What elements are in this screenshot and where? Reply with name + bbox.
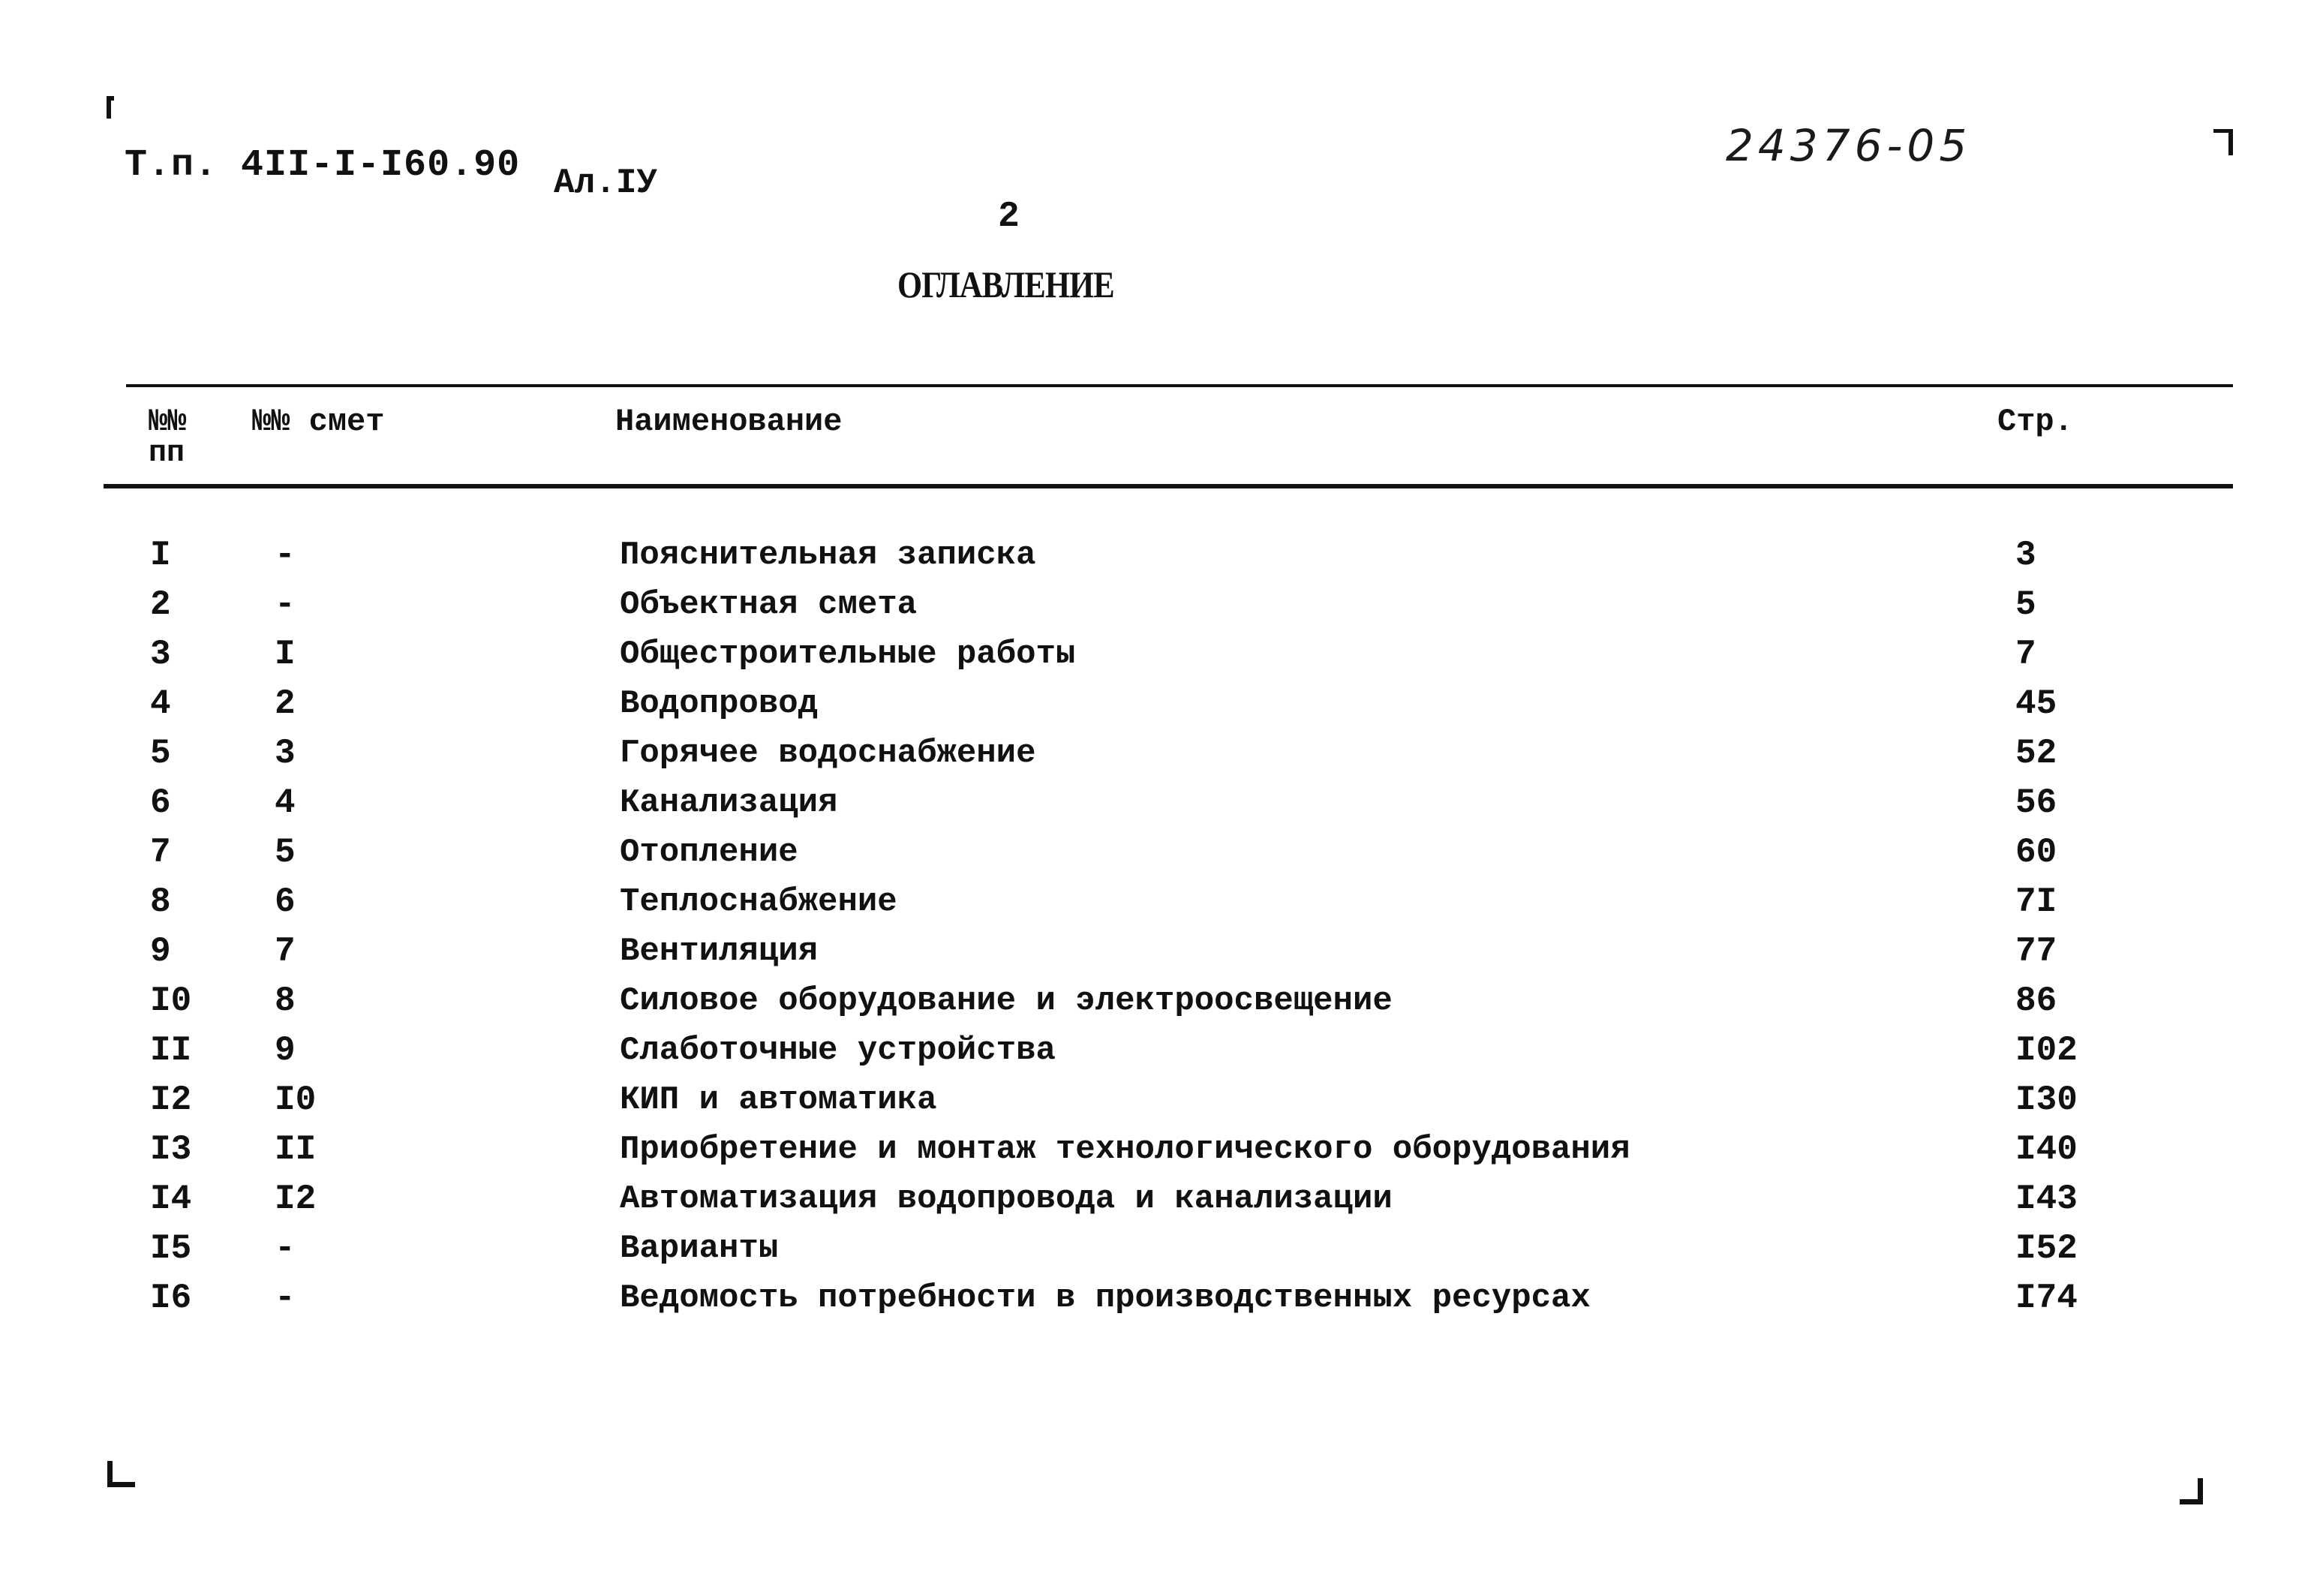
row-number: 8 [150, 882, 171, 921]
page-ref: 3 [2015, 536, 2036, 575]
estimate-number: - [275, 1279, 296, 1318]
column-header-page: Стр. [1997, 404, 2073, 440]
estimate-number: 7 [275, 932, 296, 971]
page-ref: I02 [2015, 1031, 2078, 1070]
estimate-number: 5 [275, 833, 296, 872]
table-row [0, 828, 2305, 877]
table-row [0, 1075, 2305, 1125]
handwritten-inventory-number: 24376-05 [1726, 120, 1972, 171]
page-ref: 7I [2015, 882, 2057, 921]
estimate-number: I2 [275, 1180, 317, 1219]
table-top-rule [126, 384, 2233, 387]
section-name: Теплоснабжение [620, 883, 897, 921]
estimate-number: - [275, 585, 296, 624]
estimate-number: I0 [275, 1081, 317, 1120]
table-row [0, 530, 2305, 580]
page-ref: 5 [2015, 585, 2036, 624]
table-row [0, 580, 2305, 630]
section-name: Автоматизация водопровода и канализации [620, 1180, 1393, 1218]
table-row [0, 1125, 2305, 1174]
page-ref: I30 [2015, 1081, 2078, 1120]
column-header-row-number-line2: пп [149, 437, 185, 470]
page-ref: I40 [2015, 1130, 2078, 1169]
page-ref: I74 [2015, 1279, 2078, 1318]
estimate-number: - [275, 536, 296, 575]
column-header-estimate-number: №№ смет [252, 404, 385, 440]
section-name: Объектная смета [620, 586, 918, 624]
table-row [0, 729, 2305, 778]
row-number: I6 [150, 1279, 192, 1318]
estimate-number: 2 [275, 684, 296, 723]
row-number: 5 [150, 734, 171, 773]
table-row [0, 927, 2305, 976]
page-ref: 56 [2015, 783, 2057, 822]
corner-mark-top-left [107, 96, 116, 119]
row-number: I0 [150, 981, 192, 1020]
section-name: Силовое оборудование и электроосвещение [620, 982, 1393, 1020]
table-header-rule [104, 484, 2233, 488]
row-number: II [150, 1031, 192, 1070]
corner-mark-top-right [2213, 129, 2233, 155]
table-row [0, 1174, 2305, 1224]
document-code: Т.п. 4II-I-I60.90 [125, 144, 521, 187]
table-row [0, 778, 2305, 828]
page-ref: I43 [2015, 1180, 2078, 1219]
page-number: 2 [998, 197, 1020, 237]
section-name: Водопровод [620, 685, 819, 723]
row-number: I2 [150, 1081, 192, 1120]
section-name: Слаботочные устройства [620, 1032, 1056, 1069]
page-ref: 60 [2015, 833, 2057, 872]
table-row [0, 1273, 2305, 1323]
row-number: 4 [150, 684, 171, 723]
column-header-name: Наименование [615, 404, 843, 440]
corner-mark-bottom-right [2180, 1478, 2203, 1504]
estimate-number: - [275, 1229, 296, 1268]
row-number: 3 [150, 635, 171, 674]
table-row [0, 679, 2305, 729]
row-number: 7 [150, 833, 171, 872]
table-row [0, 1026, 2305, 1075]
estimate-number: 8 [275, 981, 296, 1020]
section-name: Варианты [620, 1230, 779, 1267]
page-ref: 7 [2015, 635, 2036, 674]
section-name: Ведомость потребности в производственных ресурсах [620, 1279, 1591, 1317]
section-name: Отопление [620, 834, 798, 871]
page-ref: 86 [2015, 981, 2057, 1020]
section-name: Канализация [620, 784, 838, 822]
row-number: 6 [150, 783, 171, 822]
page-ref: 52 [2015, 734, 2057, 773]
page-ref: I52 [2015, 1229, 2078, 1268]
estimate-number: 4 [275, 783, 296, 822]
column-header-row-number [149, 404, 186, 470]
estimate-number: 9 [275, 1031, 296, 1070]
page-title: ОГЛАВЛЕНИЕ [897, 263, 1114, 305]
table-row [0, 630, 2305, 679]
section-name: Пояснительная записка [620, 537, 1036, 574]
page-ref: 77 [2015, 932, 2057, 971]
estimate-number: 3 [275, 734, 296, 773]
row-number: I [150, 536, 171, 575]
estimate-number: I [275, 635, 296, 674]
corner-mark-bottom-left [107, 1461, 135, 1487]
page-ref: 45 [2015, 684, 2057, 723]
sheet-code: Ал.IУ [554, 164, 658, 203]
row-number: I5 [150, 1229, 192, 1268]
section-name: Вентиляция [620, 933, 819, 970]
column-header-row-number-line1: №№ [149, 404, 187, 440]
row-number: 2 [150, 585, 171, 624]
section-name: Приобретение и монтаж технологического оборудования [620, 1131, 1630, 1168]
row-number: 9 [150, 932, 171, 971]
section-name: КИП и автоматика [620, 1081, 937, 1119]
estimate-number: II [275, 1130, 317, 1169]
row-number: I4 [150, 1180, 192, 1219]
table-row [0, 877, 2305, 927]
table-row [0, 1224, 2305, 1273]
section-name: Горячее водоснабжение [620, 735, 1036, 772]
table-row [0, 976, 2305, 1026]
row-number: I3 [150, 1130, 192, 1169]
estimate-number: 6 [275, 882, 296, 921]
section-name: Общестроительные работы [620, 636, 1076, 673]
